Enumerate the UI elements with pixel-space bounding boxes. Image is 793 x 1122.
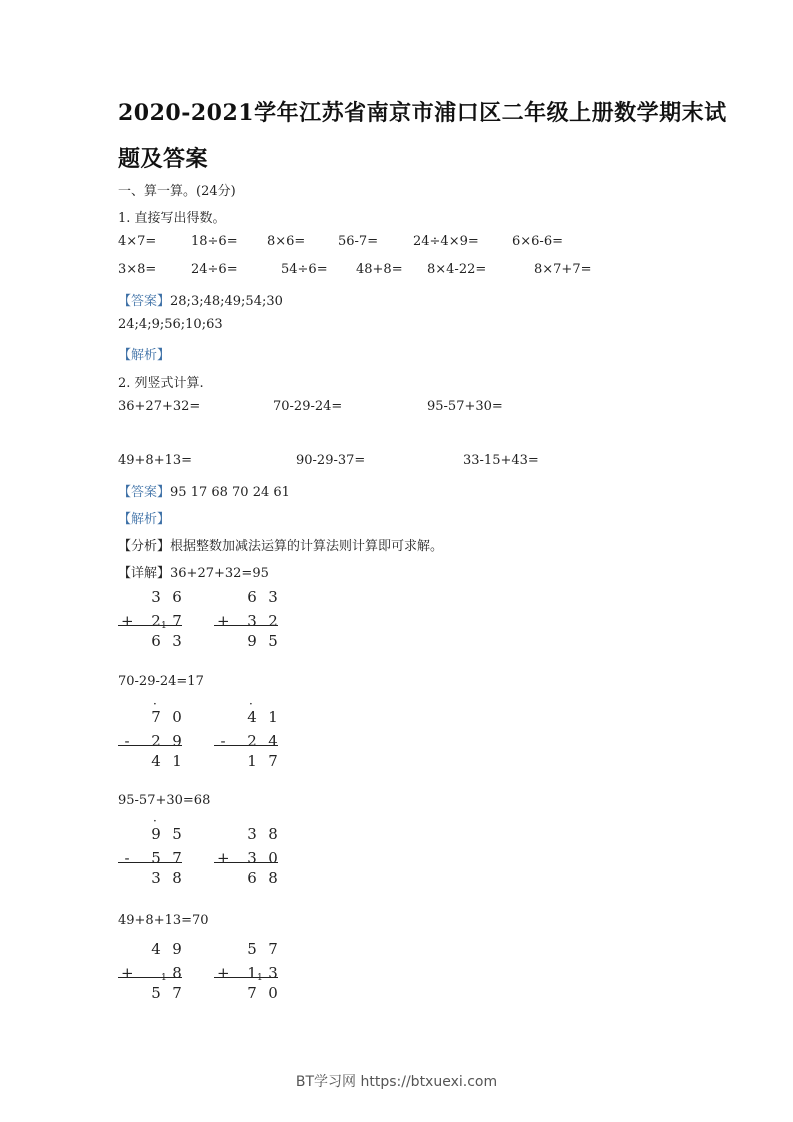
top-digit: 4 — [247, 708, 257, 726]
q1-item: 18÷6= — [191, 234, 238, 249]
result-digit: 7 — [268, 752, 278, 770]
detail-tag: 【详解】 — [118, 566, 171, 581]
bottom-digit: 7 — [172, 612, 182, 630]
operator-sign: + — [121, 964, 134, 982]
sum-line — [214, 862, 278, 863]
result-digit: 7 — [172, 984, 182, 1002]
bottom-digit: 0 — [268, 849, 278, 867]
borrow-dot: · — [249, 697, 253, 711]
answer-line — [118, 481, 290, 500]
bottom-digit: 2 — [151, 612, 161, 630]
sum-line — [118, 625, 182, 626]
vertical-calc — [118, 588, 188, 658]
result-digit: 4 — [151, 752, 161, 770]
operator-sign: + — [217, 612, 230, 630]
result-digit: 1 — [172, 752, 182, 770]
q2-item: 33-15+43= — [463, 453, 539, 468]
q1-item: 6×6-6= — [512, 234, 563, 249]
bottom-digit: 2 — [268, 612, 278, 630]
q1-item: 54÷6= — [281, 262, 328, 277]
top-digit: 5 — [247, 940, 257, 958]
q2-item: 90-29-37= — [296, 453, 366, 468]
carry-mark: 1 — [161, 621, 167, 631]
detail-text: 36+27+32=95 — [170, 566, 269, 581]
fenxi-line — [118, 535, 443, 554]
result-digit: 5 — [268, 632, 278, 650]
bottom-digit: 1 — [247, 964, 257, 982]
answer-tag: 【答案】 — [118, 485, 171, 500]
bottom-digit: 3 — [247, 612, 257, 630]
result-digit: 9 — [247, 632, 257, 650]
q1-item: 8×4-22= — [427, 262, 487, 277]
top-digit: 6 — [247, 588, 257, 606]
section-heading: 一、算一算。(24分) — [118, 184, 236, 199]
sum-line — [118, 862, 182, 863]
top-digit: 7 — [151, 708, 161, 726]
bottom-digit: 9 — [172, 732, 182, 750]
q1-item: 56-7= — [338, 234, 379, 249]
analysis-tag: 【解析】 — [118, 512, 171, 527]
q1-item: 24÷6= — [191, 262, 238, 277]
q1-item: 3×8= — [118, 262, 157, 277]
result-digit: 6 — [247, 869, 257, 887]
result-digit: 0 — [268, 984, 278, 1002]
result-digit: 7 — [247, 984, 257, 1002]
bottom-digit: 2 — [247, 732, 257, 750]
top-digit: 9 — [172, 940, 182, 958]
result-digit: 5 — [151, 984, 161, 1002]
analysis-tag: 【解析】 — [118, 348, 171, 363]
q1-item: 8×7+7= — [534, 262, 592, 277]
fenxi-text: 根据整数加减法运算的计算法则计算即可求解。 — [170, 539, 444, 554]
detail-line — [118, 562, 269, 581]
fenxi-tag: 【分析】 — [118, 539, 171, 554]
q1-item: 48+8= — [356, 262, 403, 277]
answer-line-2: 24;4;9;56;10;63 — [118, 317, 223, 332]
operator-sign: + — [217, 964, 230, 982]
sum-line — [214, 625, 278, 626]
detail-text: 70-29-24=17 — [118, 674, 204, 689]
top-digit: 5 — [172, 825, 182, 843]
sum-line — [214, 977, 278, 978]
bottom-digit: 4 — [268, 732, 278, 750]
borrow-dot: · — [153, 697, 157, 711]
bottom-digit: 2 — [151, 732, 161, 750]
answer-text: 28;3;48;49;54;30 — [170, 294, 283, 309]
result-digit: 6 — [151, 632, 161, 650]
top-digit: 3 — [151, 588, 161, 606]
q2-item: 95-57+30= — [427, 399, 503, 414]
bottom-digit: 8 — [172, 964, 182, 982]
vertical-calc — [118, 940, 188, 1010]
vertical-calc — [214, 825, 284, 895]
vertical-calc — [118, 814, 188, 895]
carry-mark: 1 — [257, 973, 263, 983]
result-digit: 3 — [151, 869, 161, 887]
vertical-calc — [214, 588, 284, 658]
operator-sign: + — [121, 612, 134, 630]
page-title: 2020-2021学年江苏省南京市浦口区二年级上册数学期末试 — [118, 100, 727, 126]
bottom-digit: 3 — [268, 964, 278, 982]
detail-text: 49+8+13=70 — [118, 913, 209, 928]
sum-line — [118, 977, 182, 978]
operator-sign: - — [124, 732, 130, 750]
question-2-label: 2. 列竖式计算. — [118, 376, 204, 391]
answer-text: 95 17 68 70 24 61 — [170, 485, 290, 500]
top-digit: 0 — [172, 708, 182, 726]
q2-item: 49+8+13= — [118, 453, 193, 468]
result-digit: 1 — [247, 752, 257, 770]
borrow-dot: · — [153, 814, 157, 828]
detail-text: 95-57+30=68 — [118, 793, 211, 808]
q1-item: 4×7= — [118, 234, 157, 249]
top-digit: 7 — [268, 940, 278, 958]
q1-item: 24÷4×9= — [413, 234, 479, 249]
top-digit: 8 — [268, 825, 278, 843]
result-digit: 8 — [172, 869, 182, 887]
sum-line — [214, 745, 278, 746]
top-digit: 9 — [151, 825, 161, 843]
result-digit: 3 — [172, 632, 182, 650]
footer-watermark: BT学习网 https://btxuexi.com — [295, 1074, 498, 1090]
answer-tag: 【答案】 — [118, 294, 171, 309]
q2-item: 70-29-24= — [273, 399, 343, 414]
top-digit: 6 — [172, 588, 182, 606]
q1-item: 8×6= — [267, 234, 306, 249]
top-digit: 1 — [268, 708, 278, 726]
page-title-line2: 题及答案 — [118, 146, 209, 172]
top-digit: 4 — [151, 940, 161, 958]
sum-line — [118, 745, 182, 746]
vertical-calc — [214, 697, 284, 778]
result-digit: 8 — [268, 869, 278, 887]
bottom-digit: 3 — [247, 849, 257, 867]
top-digit: 3 — [247, 825, 257, 843]
operator-sign: + — [217, 849, 230, 867]
answer-line — [118, 290, 283, 309]
operator-sign: - — [124, 849, 130, 867]
operator-sign: - — [220, 732, 226, 750]
vertical-calc — [118, 697, 188, 778]
vertical-calc — [214, 940, 284, 1010]
carry-mark: 1 — [161, 973, 167, 983]
bottom-digit: 5 — [151, 849, 161, 867]
q2-item: 36+27+32= — [118, 399, 201, 414]
bottom-digit: 7 — [172, 849, 182, 867]
top-digit: 3 — [268, 588, 278, 606]
question-1-label: 1. 直接写出得数。 — [118, 211, 226, 226]
